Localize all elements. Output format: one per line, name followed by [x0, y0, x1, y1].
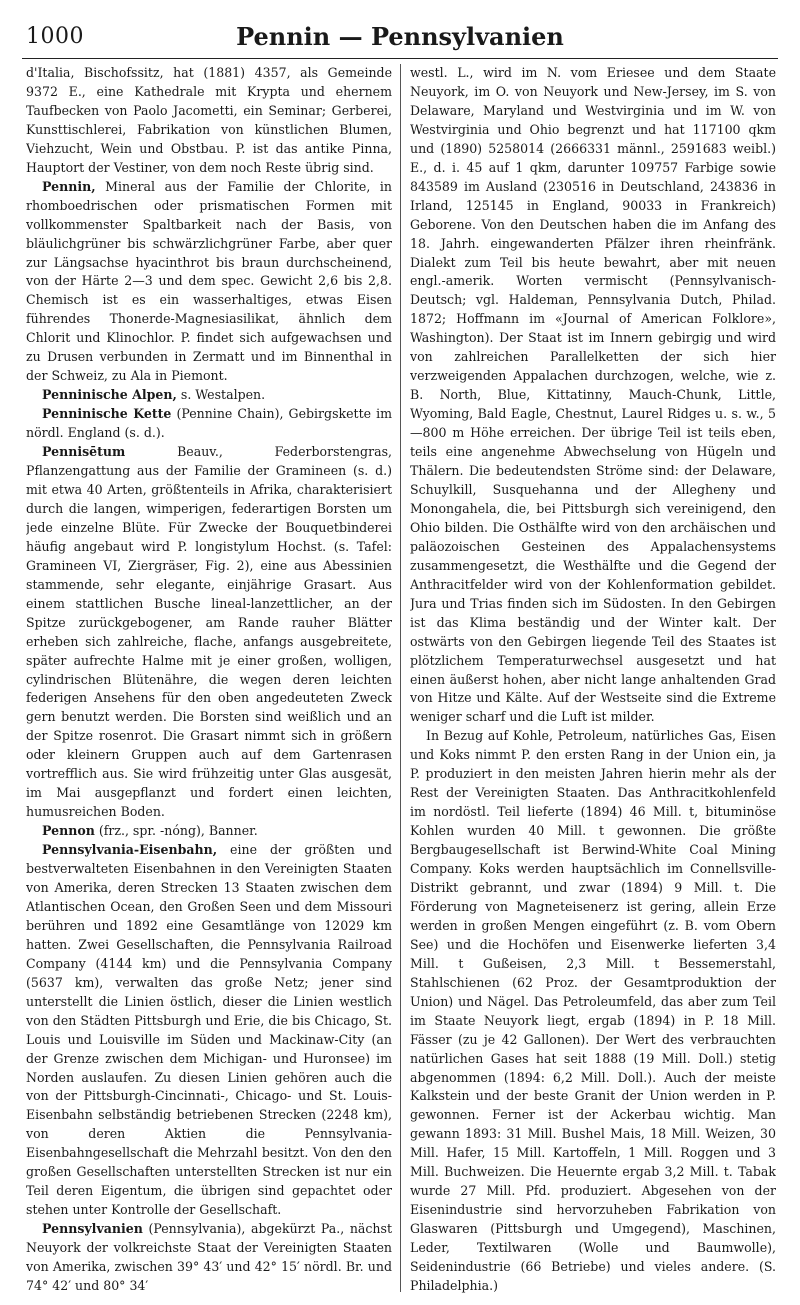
entry-text: (frz., spr. -nóng), Banner. — [94, 823, 258, 839]
entry-text: Mineral aus der Familie der Chlorite, in rhomboedrischen oder prismatischen Formen mit vollkommenster Spaltbarkeit nach der Basis, von bläulichgrüner bis schwärzlichgrüner Farbe, aber quer zur Längsachse hyacinthrot bis braun durchscheinend, von der Härte 2—3 und dem spec. Gewicht 2,6 bis 2,8. Chemisch ist es ein wasserhaltiges, etwas Eisen führendes Thonerde-Magnesiasilikat, ähnlich dem Chlorit und Klinochlor. P. findet sich aufgewachsen und zu Drusen verbunden in Zermatt und im Binnenthal in der Schweiz, zu Ala in Piemont. — [26, 178, 392, 384]
entry-headword: Pennsylvania-Eisenbahn, — [42, 842, 218, 858]
entry-text: (Pennine Chain), Gebirgskette im nördl. England (s. d.). — [26, 406, 392, 441]
right-column — [410, 64, 776, 1296]
entry-headword: Pennon — [42, 823, 95, 839]
running-title: Pennin — Pennsylvanien — [236, 22, 564, 51]
entry-pennon — [26, 822, 392, 841]
entry-text: westl. L., wird im N. vom Eriesee und dem Staate Neuyork, im O. von Neuyork und New-Jersey, im S. von Delaware, Maryland und Westvirginia und im W. von Westvirginia und Ohio begrenzt und hat 117100 qkm und (1890) 5258014 (2666331 männl., 2591683 weibl.) E., d. i. 45 auf 1 qkm, darunter 109757 Farbige sowie 843589 im Ausland (230516 in Deutschland, 243836 in Irland, 125145 in England, 90033 in Frankreich) Geborene. Von den Deutschen haben die im Anfang des 18. Jahrh. eingewanderten Pfälzer ihren rheinfränk. Dialekt zum Teil bis heute bewahrt, aber mit neuen engl.-amerik. Worten vermischt (Pennsylvanisch-Deutsch; vgl. Haldeman, Pennsylvania Dutch, Philad. 1872; Hoffmann im «Journal of American Folklore», Washington). Der Staat ist im Innern gebirgig und wird von zahlreichen Parallelketten der sich hier verzweigenden Appalachen durchzogen, welche, wie z. B. North, Blue, Kittatinny, Mauch-Chunk, Little, Wyoming, Bald Eagle, Chestnut, Laurel Ridges u. s. w., 5—800 m Höhe erreichen. Der übrige Teil ist teils eben, teils eine angenehme Abwechselung von Hügeln und Thälern. Die bedeutendsten Ströme sind: der Delaware, Schuylkill, Susquehanna und der Allegheny und Monongahela, die, bei Pittsburgh sich vereinigend, den Ohio bilden. Die Osthälfte wird von den archäischen und paläozoischen Gesteinen des Appalachensystems zusammengesetzt, die Westhälfte und die Gegend der Anthracitfelder wird von der Kohlenformation gebildet. Jura und Trias finden sich im Südosten. In den Gebirgen ist das Klima beständig und der Winter kalt. Der ostwärts von den Gebirgen liegende Teil des Staates ist plötzlichem Temperaturwechsel ausgesetzt und hat einen äußerst hohen, aber nicht lange anhaltenden Grad von Hitze und Kälte. Auf der Westseite sind die Extreme weniger scharf und die Luft ist milder. — [410, 65, 776, 725]
entry-text: (Pennsylvania), abgekürzt Pa., nächst Neuyork der volkreichste Staat der Vereinigten Staaten von Amerika, zwischen 39° 43′ und 42° 15′ nördl. Br. und 74° 42′ und 80° 34′ — [26, 1221, 392, 1293]
header-rule — [22, 58, 778, 59]
entry-headword: Penninische Kette — [42, 406, 172, 422]
entry-text: In Bezug auf Kohle, Petroleum, natürliches Gas, Eisen und Koks nimmt P. den ersten Rang in der Union ein, ja P. produziert in den meisten Jahren hierin mehr als der Rest der Vereinigten Staaten. Das Anthracitkohlenfeld im nordöstl. Teil lieferte (1894) 46 Mill. t, bituminöse Kohlen wurden 40 Mill. t gewonnen. Die größte Bergbaugesellschaft ist Berwind-White Coal Mining Company. Koks werden hauptsächlich im Connellsville-Distrikt gebrannt, und zwar (1894) 9 Mill. t. Die Förderung von Magneteisenerz ist gering, allein Erze werden in großen Mengen eingeführt (z. B. vom Obern See) und die Hochöfen und Eisenwerke lieferten 3,4 Mill. t Gußeisen, 2,3 Mill. t Bessemerstahl, Stahlschienen (62 Proz. der Gesamtproduktion der Union) und Nägel. Das Petroleumfeld, das aber zum Teil im Staate Neuyork liegt, ergab (1894) in P. 18 Mill. Fässer (zu je 42 Gallonen). Der Wert des verbrauchten natürlichen Gases hat seit 1888 (19 Mill. Doll.) stetig abgenommen (1894: 6,2 Mill. Doll.). Auch der meiste Kalkstein und der beste Granit der Union werden in P. gewonnen. Ferner ist der Ackerbau wichtig. Man gewann 1893: 31 Mill. Bushel Mais, 18 Mill. Weizen, 30 Mill. Hafer, 15 Mill. Kartoffeln, 1 Mill. Roggen und 3 Mill. Buchweizen. Die Heuernte ergab 3,2 Mill. t. Tabak wurde 27 Mill. Pfd. produziert. Abgesehen von der Eisenindustrie sind hervorzuheben Fabrikation von Glaswaren (Pittsburgh und Umgegend), Maschinen, Leder, Textilwaren (Wolle und Baumwolle), Seidenindustrie (66 Betriebe) und vieles andere. (S. Philadelphia.) — [410, 728, 776, 1293]
entry-text: d'Italia, Bischofssitz, hat (1881) 4357, als Gemeinde 9372 E., eine Kathedrale mit Krypta und ehernem Taufbecken von Paolo Jacometti, ein Seminar; Gerberei, Kunsttischlerei, Fabrikation von künstlichen Blumen, Viehzucht, Wein und Obstbau. P. ist das antike Pinna, Hauptort der Vestiner, von dem noch Reste übrig sind. — [26, 65, 392, 175]
entry-pennsylvania-eisenbahn — [26, 841, 392, 1220]
entry-pennisetum — [26, 443, 392, 822]
entry-pennsylvanien — [26, 1220, 392, 1296]
entry-headword: Pennsylvanien — [42, 1221, 143, 1237]
page-header — [22, 14, 778, 54]
entry-pennin — [26, 178, 392, 386]
entry-penninische-kette — [26, 405, 392, 443]
entry-headword: Pennisētum — [42, 444, 126, 460]
left-column — [26, 64, 392, 1296]
entry-text: s. Westalpen. — [176, 387, 266, 403]
entry-text: eine der größten und bestverwalteten Eisenbahnen in den Vereinigten Staaten von Amerika, deren Strecken 13 Staaten zwischen dem Atlantischen Ocean, den Großen Seen und dem Missouri berühren und 1892 eine Gesamtlänge von 12029 km hatten. Zwei Gesellschaften, die Pennsylvania Railroad Company (4144 km) und die Pennsylvania Company (5637 km), verwalten das große Netz; jener sind unterstellt die Linien östlich, dieser die Linien westlich von den Städten Pittsburgh und Erie, die bis Chicago, St. Louis und Louisville im Süden und Mackinaw-City (an der Grenze zwischen dem Michigan- und Huronsee) im Norden auslaufen. Zu diesen Linien gehören auch die von der Pittsburgh-Cincinnati-, Chicago- und St. Louis-Eisenbahn selbständig betriebenen Strecken (2248 km), von deren Aktien die Pennsylvania-Eisenbahngesellschaft die Mehrzahl besitzt. Von den den großen Gesellschaften unterstellten Strecken ist nur ein Teil deren Eigentum, die übrigen sind gepachtet oder stehen unter Kontrolle der Gesellschaft. — [26, 842, 392, 1218]
entry-text: Beauv., Federborstengras, Pflanzengattung aus der Familie der Gramineen (s. d.) mit etwa 40 Arten, größtenteils in Afrika, charakterisiert durch die langen, wimperigen, federartigen Borsten um jede einzelne Blüte. Für Zwecke der Bouquetbinderei häufig angebaut wird P. longistylum Hochst. (s. Tafel: Gramineen VI, Ziergräser, Fig. 2), eine aus Abessinien stammende, sehr elegante, einjährige Grasart. Aus einem stattlichen Busche lineal-lanzettlicher, an der Spitze zurückgebogener, am Rande rauher Blätter erheben sich zahlreiche, flache, anfangs ausgebreitete, später aufrechte Halme mit je einer großen, wolligen, cylindrischen Blütenähre, die wegen deren leichten federigen Ansehens für den oben angedeuteten Zweck gern benutzt werden. Die Borsten sind weißlich und an der Spitze rosenrot. Die Grasart nimmt sich in größern oder kleinern Gruppen auch auf dem Gartenrasen vortrefflich aus. Sie wird frühzeitig unter Glas ausgesät, im Mai ausgepflanzt und fordert einen leichten, humusreichen Boden. — [26, 444, 392, 820]
entry-penninische-alpen — [26, 386, 392, 405]
column-divider — [400, 64, 401, 1292]
entry-pennsylvanien-economy — [410, 727, 776, 1296]
entry-pennsylvanien-continued — [410, 64, 776, 727]
entry-headword: Pennin, — [42, 178, 96, 194]
entry-continuation — [26, 64, 392, 178]
entry-headword: Penninische Alpen, — [42, 387, 177, 403]
page-number: 1000 — [26, 24, 84, 49]
